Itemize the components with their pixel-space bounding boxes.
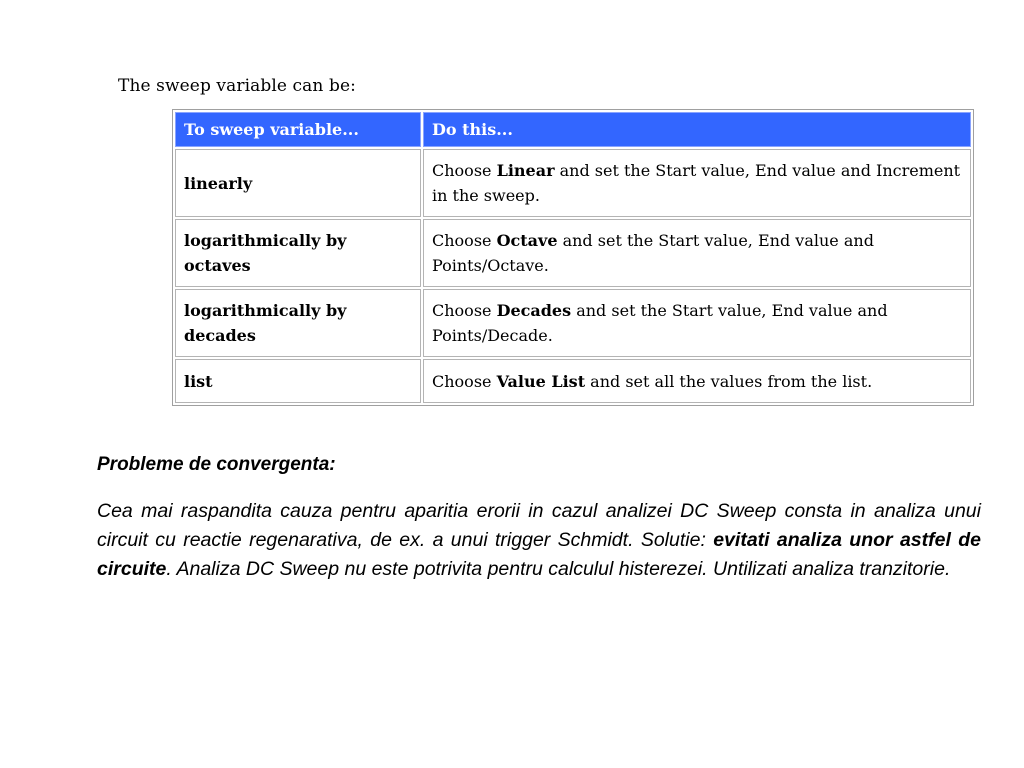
table-row [175,149,971,217]
action-keyword: Linear [496,161,555,180]
paragraph-text-end: . Analiza DC Sweep nu este potrivita pentru calculul histerezei. Untilizati analiza tranzitorie. [166,558,951,580]
paragraph-text: Cea mai raspandita cauza pentru aparitia erorii in cazul analizei DC Sweep consta in analiza unui circuit cu reactie regenarativa, de ex. a unui trigger Schmidt. Solutie: [97,500,981,551]
row-label: list [175,359,421,403]
row-action [423,219,971,287]
row-label: logarithmically by decades [175,289,421,357]
sweep-table [172,109,974,406]
action-post: and set the Start value, End value and Points/Decade. [432,301,888,345]
action-keyword: Value List [496,371,586,391]
body-paragraph [97,497,981,584]
row-label: logarithmically by octaves [175,219,421,287]
table-row [175,359,971,403]
row-action [423,149,971,217]
paragraph-emphasis: evitati analiza unor astfel de circuite [97,529,981,580]
row-label: linearly [175,149,421,217]
action-post: and set all the values from the list. [585,371,873,391]
table-header-row [175,112,971,147]
action-post: and set the Start value, End value and Increment in the sweep. [432,161,961,205]
action-post: and set the Start value, End value and Points/Octave. [432,231,874,275]
action-pre: Choose [432,301,497,320]
table-row [175,219,971,287]
row-action [423,359,971,403]
action-pre: Choose [432,371,497,391]
table-header-sweep: To sweep variable... [175,112,421,147]
action-keyword: Octave [496,231,558,250]
action-pre: Choose [432,161,497,180]
action-keyword: Decades [496,301,572,320]
action-pre: Choose [432,231,497,250]
table-header-action: Do this... [423,112,971,147]
row-action [423,289,971,357]
intro-text: The sweep variable can be: [118,76,356,96]
section-title: Probleme de convergenta: [97,454,336,475]
table-row [175,289,971,357]
